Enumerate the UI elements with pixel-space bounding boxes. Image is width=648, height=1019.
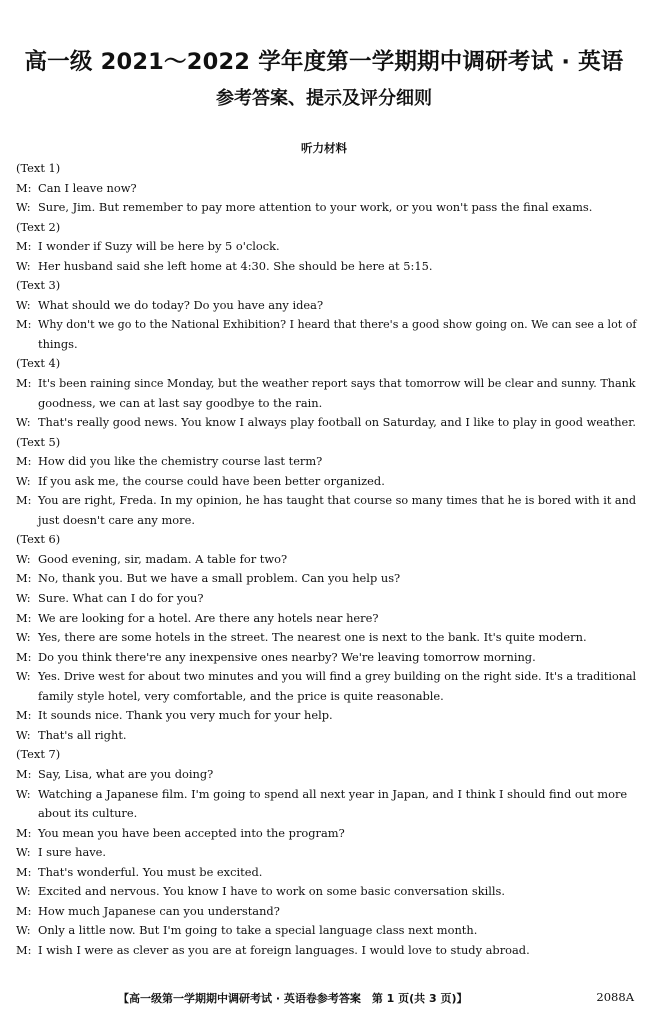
line-text: (Text 6) xyxy=(16,532,61,547)
line-text: goodness, we can at last say goodbye to the rain. xyxy=(38,395,323,410)
transcript-line xyxy=(0,589,648,609)
line-text: about its culture. xyxy=(38,806,138,821)
speaker-label: W: xyxy=(16,200,31,215)
transcript-line xyxy=(0,648,648,668)
line-text: It sounds nice. Thank you very much for your help. xyxy=(38,708,333,723)
footer-code: 2088A xyxy=(596,990,634,1004)
line-text: Yes. Drive west for about two minutes and you will find a grey building on the right side. It's a traditional xyxy=(38,669,637,684)
transcript-line xyxy=(0,511,648,531)
transcript-line xyxy=(0,179,648,199)
line-text: That's all right. xyxy=(38,727,127,742)
text-label xyxy=(0,433,648,453)
speaker-label: M: xyxy=(16,239,32,254)
line-text: (Text 1) xyxy=(16,161,61,175)
speaker-label: W: xyxy=(16,473,31,488)
line-text: That's wonderful. You must be excited. xyxy=(38,864,263,879)
transcript-line xyxy=(0,413,648,433)
line-text: Excited and nervous. You know I have to work on some basic conversation skills. xyxy=(38,884,506,899)
transcript-line xyxy=(0,921,648,941)
speaker-label: W: xyxy=(16,845,31,860)
line-text: Why don't we go to the National Exhibition? I heard that there's a good show going on. We can see a lot of xyxy=(38,317,637,332)
line-text: Can I leave now? xyxy=(38,180,137,195)
transcript-line xyxy=(0,550,648,570)
line-text: (Text 2) xyxy=(16,219,61,234)
speaker-label: W: xyxy=(16,630,31,645)
line-text: (Text 4) xyxy=(16,356,61,371)
speaker-label: M: xyxy=(16,317,32,332)
text-label xyxy=(0,354,648,374)
speaker-label: W: xyxy=(16,727,31,742)
page-footer xyxy=(0,990,648,1010)
transcript-line xyxy=(0,941,648,961)
speaker-label: M: xyxy=(16,454,32,469)
section-heading: 听力材料 xyxy=(301,141,347,155)
line-text: Her husband said she left home at 4:30. She should be here at 5:15. xyxy=(38,258,433,273)
line-text: Yes, there are some hotels in the street. The nearest one is next to the bank. It's quite modern. xyxy=(38,630,587,645)
transcript-line xyxy=(0,374,648,394)
line-text: Only a little now. But I'm going to take a special language class next month. xyxy=(38,923,478,938)
transcript-line xyxy=(0,765,648,785)
transcript-line xyxy=(0,843,648,863)
document-subtitle: 参考答案、提示及评分细则 xyxy=(216,88,432,109)
line-text: just doesn't care any more. xyxy=(38,512,195,527)
speaker-label: W: xyxy=(16,551,31,566)
transcript-line xyxy=(0,452,648,472)
speaker-label: M: xyxy=(16,493,32,508)
transcript xyxy=(0,159,648,960)
speaker-label: M: xyxy=(16,610,32,625)
speaker-label: W: xyxy=(16,591,31,606)
transcript-line xyxy=(0,882,648,902)
line-text: family style hotel, very comfortable, and the price is quite reasonable. xyxy=(38,688,444,703)
transcript-line xyxy=(0,315,648,335)
speaker-label: M: xyxy=(16,942,32,957)
speaker-label: W: xyxy=(16,669,31,684)
transcript-line xyxy=(0,785,648,805)
line-text: We are looking for a hotel. Are there any hotels near here? xyxy=(38,610,379,625)
transcript-line xyxy=(0,198,648,218)
transcript-line xyxy=(0,257,648,277)
line-text: I wish I were as clever as you are at foreign languages. I would love to study abroad. xyxy=(38,942,530,957)
transcript-line xyxy=(0,237,648,257)
line-text: No, thank you. But we have a small problem. Can you help us? xyxy=(38,571,401,586)
speaker-label: W: xyxy=(16,297,31,312)
line-text: You mean you have been accepted into the program? xyxy=(38,825,345,840)
transcript-line xyxy=(0,667,648,687)
speaker-label: M: xyxy=(16,825,32,840)
transcript-line xyxy=(0,628,648,648)
text-label xyxy=(0,745,648,765)
transcript-line xyxy=(0,335,648,355)
speaker-label: W: xyxy=(16,786,31,801)
speaker-label: W: xyxy=(16,258,31,273)
speaker-label: M: xyxy=(16,766,32,781)
transcript-line xyxy=(0,491,648,511)
line-text: Sure, Jim. But remember to pay more attention to your work, or you won't pass the final exams. xyxy=(38,200,593,215)
line-text: I wonder if Suzy will be here by 5 o'clock. xyxy=(38,239,280,254)
transcript-line xyxy=(0,394,648,414)
line-text: What should we do today? Do you have any idea? xyxy=(38,297,324,312)
line-text: It's been raining since Monday, but the weather report says that tomorrow will be clear and sunny. Thank xyxy=(38,376,636,391)
line-text: If you ask me, the course could have been better organized. xyxy=(38,473,385,488)
line-text: Say, Lisa, what are you doing? xyxy=(38,766,214,781)
line-text: Do you think there're any inexpensive ones nearby? We're leaving tomorrow morning. xyxy=(38,649,536,664)
line-text: That's really good news. You know I always play football on Saturday, and I like to play in good weather. xyxy=(38,415,636,430)
transcript-line xyxy=(0,706,648,726)
transcript-line xyxy=(0,569,648,589)
transcript-line xyxy=(0,472,648,492)
transcript-line xyxy=(0,609,648,629)
line-text: How much Japanese can you understand? xyxy=(38,903,280,918)
line-text: things. xyxy=(38,336,78,351)
transcript-line xyxy=(0,863,648,883)
line-text: I sure have. xyxy=(38,845,107,860)
line-text: (Text 5) xyxy=(16,434,61,449)
speaker-label: M: xyxy=(16,376,32,391)
speaker-label: W: xyxy=(16,923,31,938)
line-text: Good evening, sir, madam. A table for two? xyxy=(38,551,288,566)
transcript-line xyxy=(0,296,648,316)
transcript-line xyxy=(0,726,648,746)
speaker-label: M: xyxy=(16,708,32,723)
transcript-line xyxy=(0,824,648,844)
line-text: How did you like the chemistry course last term? xyxy=(38,454,323,469)
transcript-line xyxy=(0,902,648,922)
line-text: Sure. What can I do for you? xyxy=(38,591,204,606)
document-title: 高一级 2021～2022 学年度第一学期期中调研考试 · 英语 xyxy=(24,49,624,75)
line-text: (Text 3) xyxy=(16,278,61,293)
transcript-line xyxy=(0,687,648,707)
line-text: Watching a Japanese film. I'm going to spend all next year in Japan, and I think I should find out more xyxy=(38,786,628,801)
footer-text: 【高一级第一学期期中调研考试 · 英语卷参考答案 第 1 页(共 3 页)】 xyxy=(118,992,468,1005)
speaker-label: M: xyxy=(16,180,32,195)
line-text: You are right, Freda. In my opinion, he has taught that course so many times that he is bored with it and xyxy=(38,493,637,508)
speaker-label: M: xyxy=(16,864,32,879)
speaker-label: W: xyxy=(16,415,31,430)
speaker-label: M: xyxy=(16,649,32,664)
speaker-label: M: xyxy=(16,571,32,586)
line-text: (Text 7) xyxy=(16,747,61,762)
text-label xyxy=(0,159,648,179)
speaker-label: M: xyxy=(16,903,32,918)
text-label xyxy=(0,276,648,296)
speaker-label: W: xyxy=(16,884,31,899)
text-label xyxy=(0,530,648,550)
transcript-line xyxy=(0,804,648,824)
text-label xyxy=(0,218,648,238)
